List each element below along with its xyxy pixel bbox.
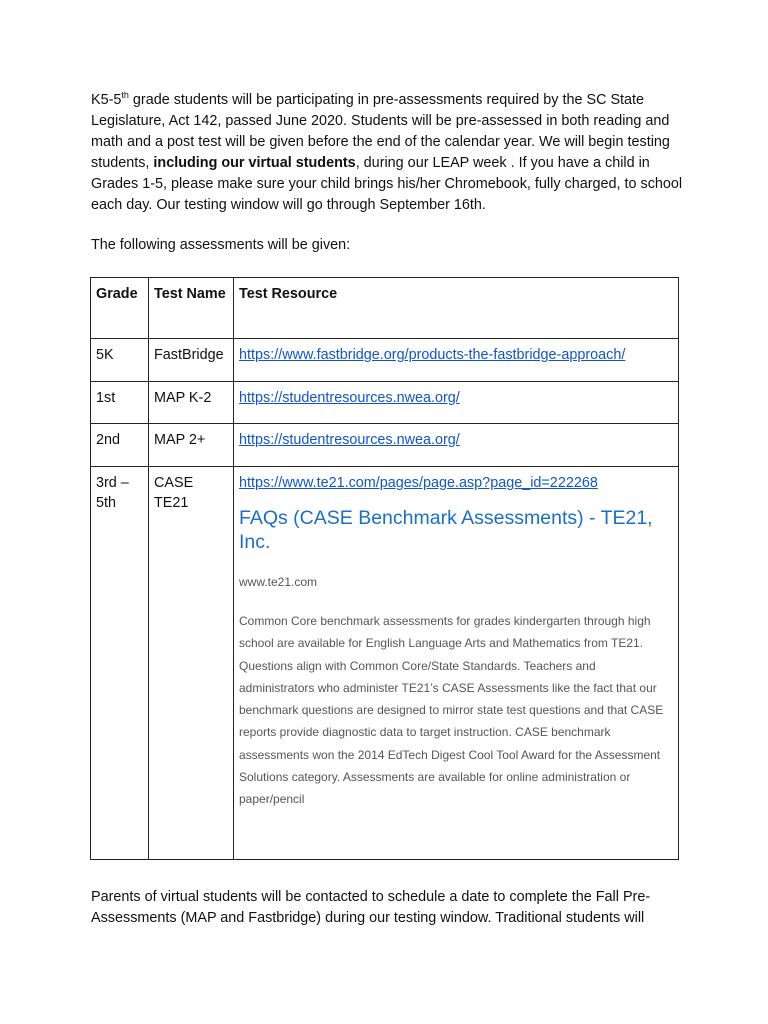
closing-paragraph: Parents of virtual students will be contacted to schedule a date to complete the Fall Pre-Assessments (MAP and Fastbridge) during our testing window. Traditional students will xyxy=(91,889,651,926)
header-test-name: Test Name xyxy=(149,278,234,339)
table-row xyxy=(91,467,679,860)
header-test-resource: Test Resource xyxy=(234,278,679,339)
test-cell: CASE TE21 xyxy=(149,467,234,860)
resource-cell xyxy=(234,467,679,860)
test-cell: MAP 2+ xyxy=(149,424,234,467)
grade-cell: 3rd – 5th xyxy=(91,467,149,860)
test-cell: MAP K-2 xyxy=(149,382,234,424)
table-header-row xyxy=(91,278,679,339)
table-row xyxy=(91,424,679,467)
resource-link[interactable]: https://www.fastbridge.org/products-the-fastbridge-approach/ xyxy=(239,347,626,363)
faq-description: Common Core benchmark assessments for grades kindergarten through high school are available for English Language Arts and Mathematics from TE21. Questions align with Common Core/State Standards. Teachers and administrators who administer TE21’s CASE Assessments like the fact that our benchmark questions are designed to mirror state test questions and that CASE reports provide diagnostic data to target instruction. CASE benchmark assessments won the 2014 EdTech Digest Cool Tool Award for the Assessment Solutions category. Assessments are available for online administration or paper/pencil xyxy=(239,614,664,807)
header-grade: Grade xyxy=(91,278,149,339)
resource-link[interactable]: https://studentresources.nwea.org/ xyxy=(239,432,460,448)
resource-cell xyxy=(234,339,679,382)
intro-prefix: K5-5 xyxy=(91,92,122,108)
assessments-lead: The following assessments will be given: xyxy=(91,237,351,253)
intro-superscript: th xyxy=(121,90,129,101)
resource-cell xyxy=(234,424,679,467)
table-row xyxy=(91,382,679,424)
resource-cell xyxy=(234,382,679,424)
grade-cell: 1st xyxy=(91,382,149,424)
test-cell: FastBridge xyxy=(149,339,234,382)
faq-site: www.te21.com xyxy=(239,575,318,589)
assessments-table xyxy=(90,277,679,860)
intro-paragraph xyxy=(91,90,691,216)
resource-link[interactable]: https://www.te21.com/pages/page.asp?page_id=222268 xyxy=(239,475,598,491)
resource-link[interactable]: https://studentresources.nwea.org/ xyxy=(239,390,460,406)
intro-text-after-bold: , during our LEAP week . If you have a child in Grades 1-5, please make sure your child brings his/her Chromebook, fully charged, to school each day. Our testing window will go through September 16th. xyxy=(91,155,683,213)
grade-cell: 5K xyxy=(91,339,149,382)
grade-cell: 2nd xyxy=(91,424,149,467)
table-row xyxy=(91,339,679,382)
faq-title: FAQs (CASE Benchmark Assessments) - TE21, Inc. xyxy=(239,507,653,553)
intro-bold-text: including our virtual students xyxy=(153,155,356,171)
intro-text-before-bold: grade students will be participating in pre-assessments required by the SC State Legislature, Act 142, passed June 2020. Students will be pre-assessed in both reading and math and a post test will be given before the end of the calendar year. We will begin testing students, xyxy=(91,92,670,171)
